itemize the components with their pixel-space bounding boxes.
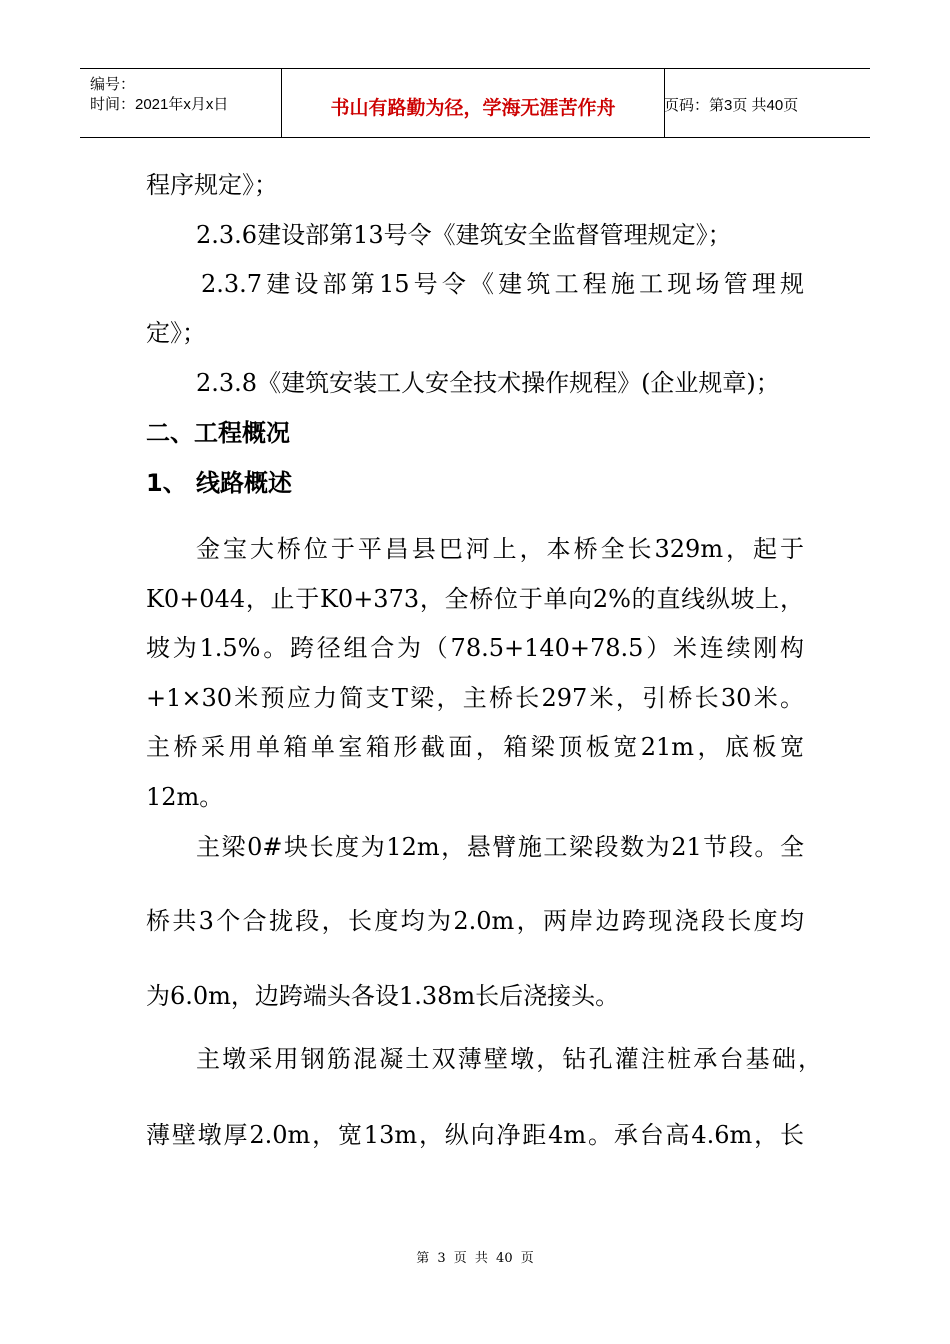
- paragraph-line: K0+044，止于K0+373，全桥位于单向2%的直线纵坡上，: [146, 585, 804, 613]
- header-meta-cell: [80, 69, 280, 137]
- paragraph-line: 12m。: [146, 783, 224, 811]
- section-heading: 二、工程概况: [146, 419, 290, 447]
- subsection-number: 1、: [146, 469, 187, 497]
- subsection-title: 线路概述: [196, 469, 292, 497]
- paragraph-line: 桥共3个合拢段，长度均为2.0m，两岸边跨现浇段长度均: [146, 907, 804, 935]
- body-line: 2.3.7建设部第15号令《建筑工程施工现场管理规: [201, 270, 804, 298]
- body-line: 2.3.6建设部第13号令《建筑安全监督管理规定》；: [196, 221, 732, 249]
- paragraph-line: 金宝大桥位于平昌县巴河上，本桥全长329m，起于: [196, 535, 804, 563]
- header-motto: 书山有路勤为径，学海无涯苦作舟: [330, 98, 616, 119]
- paragraph-line: 主梁0#块长度为12m，悬臂施工梁段数为21节段。全: [196, 833, 804, 861]
- page-footer: 第 3 页 共 40 页: [416, 1251, 534, 1266]
- document-date: 时间：2021年x月x日: [90, 96, 229, 113]
- document-number-label: 编号：: [90, 76, 136, 93]
- header-page-info: 页码：第3页 共40页: [664, 97, 799, 114]
- header-page-cell: [664, 69, 870, 137]
- paragraph-line: 为6.0m，边跨端头各设1.38m长后浇接头。: [146, 982, 620, 1010]
- body-line: 2.3.8《建筑安装工人安全技术操作规程》(企业规章)；: [196, 369, 780, 397]
- paragraph-line: +1×30米预应力简支T梁，主桥长297米，引桥长30米。: [146, 684, 804, 712]
- paragraph-line: 主桥采用单箱单室箱形截面，箱梁顶板宽21m，底板宽: [146, 733, 804, 761]
- body-line: 定》；: [146, 319, 206, 347]
- header-motto-cell: [281, 69, 665, 137]
- paragraph-line: 主墩采用钢筋混凝土双薄壁墩，钻孔灌注桩承台基础，: [196, 1045, 822, 1073]
- paragraph-line: 薄壁墩厚2.0m，宽13m，纵向净距4m。承台高4.6m，长: [146, 1121, 804, 1149]
- body-line: 程序规定》；: [146, 171, 278, 199]
- paragraph-line: 坡为1.5%。跨径组合为（78.5+140+78.5）米连续刚构: [146, 634, 804, 662]
- page-header: [80, 68, 870, 138]
